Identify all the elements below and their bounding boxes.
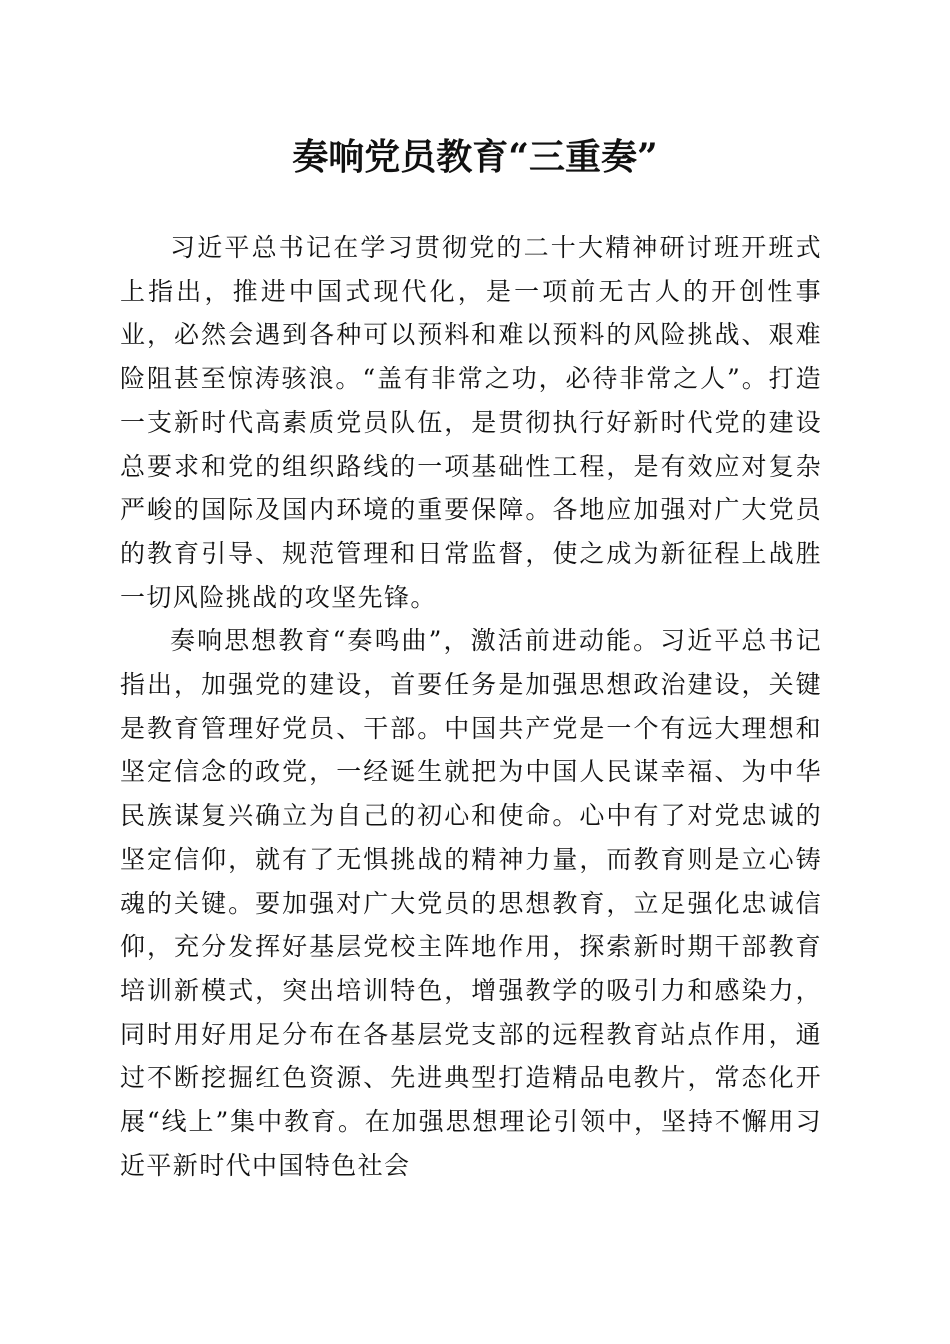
document-title: 奏响党员教育“三重奏” [292, 136, 658, 178]
paragraph-intro: 习近平总书记在学习贯彻党的二十大精神研讨班开班式上指出，推进中国式现代化，是一项前无古人的开创性事业，必然会遇到各种可以预料和难以预料的风险挑战、艰难险阻甚至惊涛骇浪。“盖有非常之功，必待非常之人”。打造一支新时代高素质党员队伍，是贯彻执行好新时代党的建设总要求和党的组织路线的一项基础性工程，是有效应对复杂严峻的国际及国内环境的重要保障。各地应加强对广大党员的教育引导、规范管理和日常监督，使之成为新征程上战胜一切风险挑战的攻坚先锋。 [120, 233, 822, 612]
paragraph-ideological-education: 奏响思想教育“奏鸣曲”，激活前进动能。习近平总书记指出，加强党的建设，首要任务是加强思想政治建设，关键是教育管理好党员、干部。中国共产党是一个有远大理想和坚定信念的政党，一经诞生就把为中国人民谋幸福、为中华民族谋复兴确立为自己的初心和使命。心中有了对党忠诚的坚定信仰，就有了无惧挑战的精神力量，而教育则是立心铸魂的关键。要加强对广大党员的思想教育，立足强化忠诚信仰，充分发挥好基层党校主阵地作用，探索新时期干部教育培训新模式，突出培训特色，增强教学的吸引力和感染力，同时用好用足分布在各基层党支部的远程教育站点作用，通过不断挖掘红色资源、先进典型打造精品电教片，常态化开展“线上”集中教育。在加强思想理论引领中，坚持不懈用习近平新时代中国特色社会 [120, 626, 822, 1180]
document-body [120, 226, 822, 1187]
